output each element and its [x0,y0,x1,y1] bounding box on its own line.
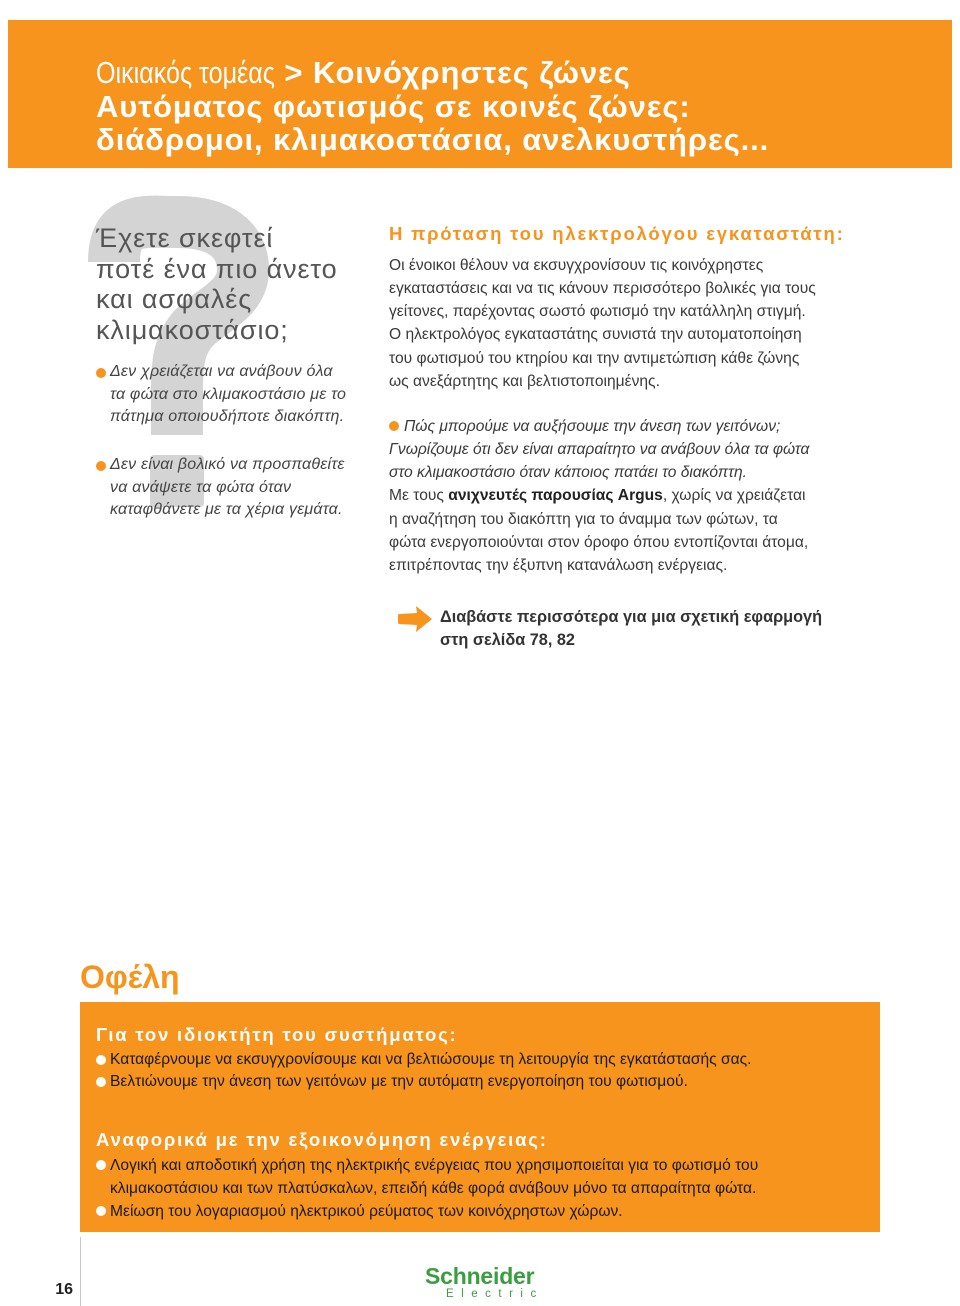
text-line: κλιμακοστάσιου και των πλατύσκαλων, επειδή κάθε φορά ανάβουν μόνο τα απαραίτητα φώτα. [110,1179,757,1197]
bullet-dot-icon [96,1055,106,1065]
text-line: Δεν χρειάζεται να ανάβουν όλα [110,363,333,380]
breadcrumb-section: Οικιακός τομέας [96,55,275,90]
question-heading [96,223,338,346]
text-line: εγκαταστάσεις και να τις κάνουν περισσότερο βολικές για τους [389,279,816,297]
benefits-section-heading: Αναφορικά με την εξοικονόμηση ενέργειας: [96,1129,548,1150]
text-line: καταφθάνετε με τα χέρια γεμάτα. [110,501,343,518]
read-more-reference [440,606,822,652]
logo-subline: Electric [446,1288,544,1300]
text-line: Δεν είναι βολικό να προσπαθείτε [110,456,345,473]
proposal-paragraph [389,254,816,394]
solution-prefix: Με τους [389,487,444,505]
text-line: Καταφέρνουμε να εκσυγχρονίσουμε και να βελτιώσουμε τη λειτουργία της εγκατάστασής σας. [110,1051,752,1068]
text-line: πάτημα οποιουδήποτε διακόπτη. [110,408,345,425]
footer-divider [80,1237,81,1306]
bullet-dot-icon [96,461,106,471]
text-line: του φωτισμού του κτηρίου και την αντιμετώπιση κάθε ζώνης [389,349,800,367]
text-line: να ανάψετε τα φώτα όταν [110,478,292,496]
heading-line: κλιμακοστάσιο; [96,315,289,346]
benefits-list [110,1049,752,1093]
bullet-dot-icon [96,1206,106,1216]
pain-point-item [110,361,346,429]
text-line: επιτρέποντας την έξυπνη κατανάλωση ενέργειας. [389,557,728,575]
question-line: Γνωρίζουμε ότι δεν είναι απαραίτητο να ανάβουν όλα τα φώτα [389,440,810,458]
bullet-dot-icon [96,368,106,378]
proposal-heading: Η πρόταση του ηλεκτρολόγου εγκαταστάτη: [389,223,845,244]
comfort-question-block [389,415,809,578]
arrow-right-icon [397,605,433,633]
title-line: Αυτόματος φωτισμός σε κοινές ζώνες: [96,88,691,124]
benefits-box [80,1002,880,1232]
schneider-electric-logo [425,1264,545,1301]
page-number: 16 [55,1281,73,1298]
benefit-item [110,1071,752,1093]
bullet-dot-icon [389,421,399,431]
heading-line: ποτέ ένα πιο άνετο [96,253,338,284]
text-line: γείτονες, παρέχοντας σωστό φωτισμό την κατάλληλη στιγμή. [389,303,806,321]
solution-line [389,484,809,507]
question-line: στο κλιμακοστάσιο όταν κάποιος πατάει το διακόπτη. [389,464,747,482]
benefit-item [110,1154,758,1200]
text-line: Βελτιώνουμε την άνεση των γειτόνων με την αυτόματη ενεργοποίηση του φωτισμού. [110,1073,688,1090]
question-line: Πώς μπορούμε να αυξήσουμε την άνεση των γειτόνων; [404,417,781,435]
logo-wordmark: Schneider [425,1263,535,1289]
pain-point-item [110,454,345,522]
text-line: Ο ηλεκτρολόγος εγκαταστάτης συνιστά την αυτοματοποίηση [389,326,802,344]
benefit-item [110,1200,758,1223]
text-line: φώτα ενεργοποιούνται στον όροφο όπου εντοπίζονται άτομα, [389,533,809,551]
heading-line: και ασφαλές [96,284,253,315]
arrow-shape [398,606,432,632]
solution-suffix: , χωρίς να χρειάζεται [662,487,806,505]
text-line: Μείωση του λογαριασμού ηλεκτρικού ρεύματος των κοινόχρηστων χώρων. [110,1202,623,1220]
title-line: διάδρομοι, κλιμακοστάσια, ανελκυστήρες... [96,122,770,157]
benefits-title: Οφέλη [80,959,180,995]
benefits-list [110,1154,758,1223]
heading-line: Έχετε σκεφτεί [96,223,274,253]
text-line: Λογική και αποδοτική χρήση της ηλεκτρικής ενέργειας που χρησιμοποιείται για το φωτισμό του [110,1156,759,1174]
benefits-section-heading: Για τον ιδιοκτήτη του συστήματος: [96,1024,458,1045]
text-line: τα φώτα στο κλιμακοστάσιο με το [110,385,347,403]
read-more-line: στη σελίδα 78, 82 [440,630,575,649]
text-line: η αναζήτηση του διακόπτη για το άναμμα των φώτων, τα [389,510,778,528]
breadcrumb [96,56,769,90]
breadcrumb-subsection: Κοινόχρηστες ζώνες [312,55,631,90]
read-more-line: Διαβάστε περισσότερα για μια σχετική εφαρμογή [440,607,823,626]
header-banner [8,20,952,168]
bullet-dot-icon [96,1160,106,1170]
page-title [96,56,769,157]
product-name-highlight: ανιχνευτές παρουσίας Argus [448,487,663,505]
benefit-item [110,1049,752,1071]
text-line: ως ανεξάρτητης και βελτιστοποιημένης. [389,372,660,390]
text-line: Οι ένοικοι θέλουν να εκσυγχρονίσουν τις κοινόχρηστες [389,256,764,274]
breadcrumb-separator: > [284,55,304,90]
bullet-dot-icon [96,1077,106,1087]
